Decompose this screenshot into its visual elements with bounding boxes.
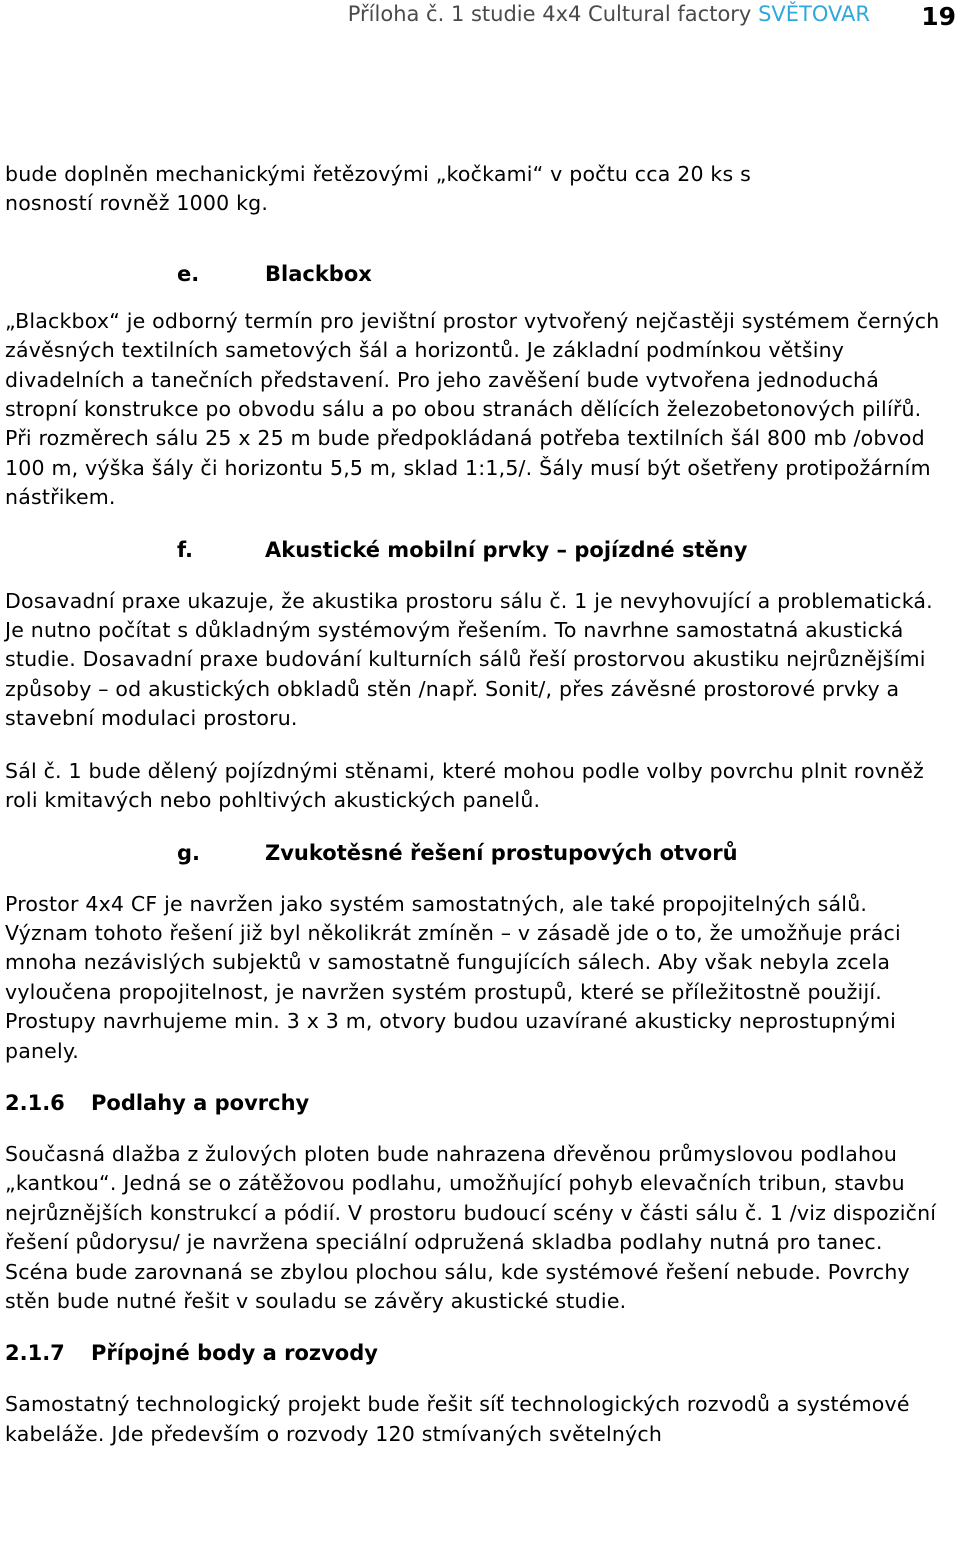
heading-f xyxy=(5,536,950,565)
heading-2-1-6-title: Podlahy a povrchy xyxy=(91,1090,310,1115)
heading-g xyxy=(5,839,950,868)
header-prefix: Příloha č. 1 studie 4x4 Cultural factory xyxy=(347,2,752,26)
paragraph-podlahy: Současná dlažba z žulových ploten bude nahrazena dřevěnou průmyslovou podlahou „kantkou“. Jedná se o zátěžovou podlahu, umožňující pohyb elevačních tribun, stavbu nejrůznějších konstrukcí a pódií. V prostoru budoucí scény v části sálu č. 1 /viz dispoziční řešení půdorysu/ je navržena speciální odpružená skladba podlahy nutná pro tanec. Scéna bude zarovnaná se zbylou plochou sálu, kde systémové řešení nebude. Povrchy stěn bude nutné řešit v souladu se závěry akustické studie. xyxy=(5,1141,937,1313)
heading-2-1-6-number: 2.1.6 xyxy=(5,1090,65,1115)
heading-2-1-7-title: Přípojné body a rozvody xyxy=(91,1341,378,1366)
paragraph-pripojne: Samostatný technologický projekt bude řešit síť technologických rozvodů a systémové kabeláže. Jde především o rozvody 120 stmívaných světelných xyxy=(5,1392,910,1446)
header-accent: SVĚTOVAR xyxy=(758,2,870,26)
heading-e-title: Blackbox xyxy=(265,261,372,286)
paragraph-intro: bude doplněn mechanickými řetězovými „kočkami“ v počtu cca 20 ks s nosností rovněž 1000 kg. xyxy=(5,162,751,216)
heading-g-title: Zvukotěsné řešení prostupových otvorů xyxy=(265,840,738,865)
heading-g-letter: g. xyxy=(177,840,201,865)
heading-f-letter: f. xyxy=(177,537,193,562)
page-number: 19 xyxy=(921,2,956,31)
paragraph-akustika-2: Sál č. 1 bude dělený pojízdnými stěnami, které mohou podle volby povrchu plnit rovněž roli kmitavých nebo pohltivých akustických panelů. xyxy=(5,758,924,813)
heading-2-1-7 xyxy=(5,1339,950,1368)
heading-2-1-6 xyxy=(5,1089,950,1118)
document-body xyxy=(5,160,950,1449)
heading-e-letter: e. xyxy=(177,261,200,286)
heading-2-1-7-number: 2.1.7 xyxy=(5,1341,65,1366)
page-header xyxy=(0,0,960,40)
paragraph-akustika-1: Dosavadní praxe ukazuje, že akustika prostoru sálu č. 1 je nevyhovující a problematická. Je nutno počítat s důkladným systémovým řešením. To navrhne samostatná akustická studie. Dosavadní praxe budování kulturních sálů řeší prostorvou akustiku nejrůznějšími způsoby – od akustických obkladů stěn /např. Sonit/, přes závěsné prostorové prvky a stavební modulaci prostoru. xyxy=(5,588,933,731)
heading-e xyxy=(5,260,950,289)
paragraph-blackbox: „Blackbox“ je odborný termín pro jevištní prostor vytvořený nejčastěji systémem černých závěsných textilních sametových šál a horizontů. Je základní podmínkou většiny divadelních a tanečních představení. Pro jeho zavěšení bude vytvořena jednoduchá stropní konstrukce po obvodu sálu a po obou stranách dělících železobetonových pilířů. Při rozměrech sálu 25 x 25 m bude předpokládaná potřeba textilních šál 800 mb /obvod 100 m, výška šály či horizontu 5,5 m, sklad 1:1,5/. Šály musí být ošetřeny protipožárním nástřikem. xyxy=(5,308,940,510)
paragraph-zvukotesne: Prostor 4x4 CF je navržen jako systém samostatných, ale také propojitelných sálů. Význam tohoto řešení již byl několikrát zmíněn – v zásadě jde o to, že umožňuje práci mnoha nezávislých subjektů v samostatně fungujících sálech. Aby však nebyla zcela vyloučena propojitelnost, je navržen systém prostupů, které se příležitostně použijí. Prostupy navrhujeme min. 3 x 3 m, otvory budou uzavírané akusticky neprostupnými panely. xyxy=(5,891,901,1063)
header-title xyxy=(348,2,870,26)
heading-f-title: Akustické mobilní prvky – pojízdné stěny xyxy=(265,537,748,562)
